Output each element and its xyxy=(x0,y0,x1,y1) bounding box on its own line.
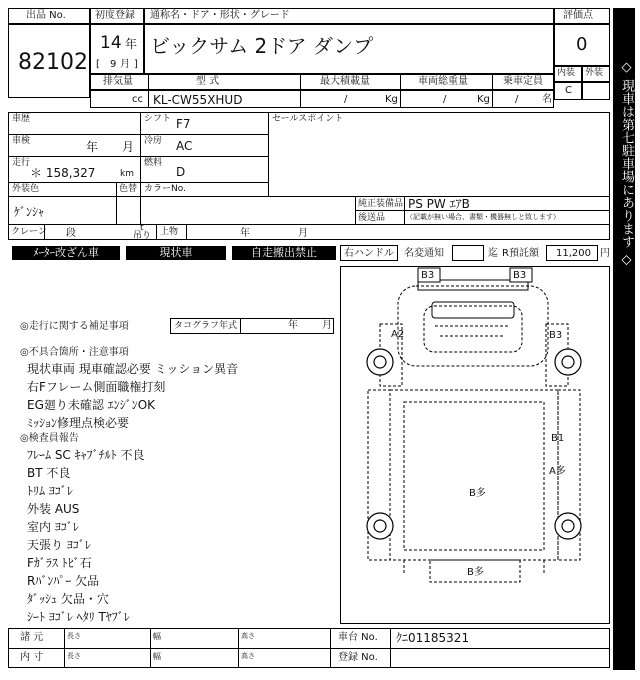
details-divider-equip xyxy=(355,196,356,224)
inspector-line: Rﾊﾞﾝﾊﾟｰ 欠品 xyxy=(27,574,100,588)
crane-ton-unit: t xyxy=(140,223,144,233)
chassis-value: ｸﾆ01185321 xyxy=(396,631,470,645)
gross-weight-value: / xyxy=(443,94,447,105)
inner-dims-label: 内 寸 xyxy=(20,652,44,663)
recycle-deposit-value: 11,200 xyxy=(556,248,591,259)
gross-weight-unit: Kg xyxy=(477,94,490,105)
spec-divider-1 xyxy=(148,74,149,108)
model-header-label: 通称名・ドア・形状・グレード xyxy=(150,10,290,21)
inspector-line: ﾌﾚｰﾑ SC ｷｬﾌﾞﾁﾙﾄ 不良 xyxy=(27,448,145,462)
spec-divider-2 xyxy=(300,74,301,108)
max-load-unit: Kg xyxy=(385,94,398,105)
exterior-grade-box xyxy=(582,82,610,100)
aftermarket-note: （記載が無い場合、書類・機器無しと致します） xyxy=(406,213,560,221)
year-unit: 年 xyxy=(125,37,138,51)
parking-location-text: ◇ 現車は第七駐車場にあります ◇ xyxy=(619,60,634,268)
footer-divider-4 xyxy=(330,628,331,668)
tachograph-year-unit: 年 xyxy=(288,320,298,331)
defects-label: ◎不具合箇所・注意事項 xyxy=(20,347,129,358)
displacement-unit: cc xyxy=(132,94,143,105)
ac-label: 冷房 xyxy=(144,136,163,146)
first-reg-label: 初度登録 xyxy=(95,10,135,21)
footer-divider-5 xyxy=(390,628,391,668)
shift-value: F7 xyxy=(176,117,191,131)
damage-mark: B多 xyxy=(469,488,486,499)
right-handle-label: 右ハンドル xyxy=(344,248,394,259)
damage-mark: A2 xyxy=(391,329,405,340)
details-row-6 xyxy=(8,224,610,225)
damage-mark: A多 xyxy=(549,466,566,477)
fuel-label: 燃料 xyxy=(144,158,163,168)
aftermarket-label: 後送品 xyxy=(358,213,386,223)
damage-mark: B3 xyxy=(513,270,527,281)
driving-note-label: ◎走行に関する補足事項 xyxy=(20,321,129,332)
crane-stage-unit: 段 xyxy=(66,228,76,239)
footer-divider-2 xyxy=(150,628,151,668)
damage-mark: B1 xyxy=(551,433,565,444)
details-divider-color xyxy=(116,182,117,224)
footer-divider-3 xyxy=(238,628,239,668)
details-divider-upper2 xyxy=(186,224,187,240)
width-label: 幅 xyxy=(153,652,161,661)
interior-label: 内装 xyxy=(557,68,576,78)
capacity-value: / xyxy=(515,94,519,105)
details-divider-equip2 xyxy=(404,196,405,224)
length-label: 長さ xyxy=(67,652,81,660)
inspector-line: 外装 AUS xyxy=(27,502,80,516)
details-row-4 xyxy=(8,196,610,197)
interior-grade: C xyxy=(565,85,572,96)
damage-mark: B3 xyxy=(549,330,563,341)
footer-row-divider xyxy=(8,648,610,649)
mileage-label: 走行 xyxy=(12,158,31,168)
shift-label: シフト xyxy=(144,114,172,124)
exterior-color-label: 外装色 xyxy=(12,184,40,194)
details-divider-mid xyxy=(268,112,269,196)
mileage-unit: km xyxy=(120,169,134,179)
model-name: ビックサム 2ドア ダンプ xyxy=(150,34,374,58)
details-divider-left xyxy=(140,112,141,224)
recycle-deposit-label: R預託額 xyxy=(502,248,539,259)
parking-location-banner xyxy=(613,8,635,670)
inspector-line: 天張り ﾖｺﾞﾚ xyxy=(27,538,91,552)
reg-label: 登録 No. xyxy=(338,652,378,663)
equipment-label: 純正装備品 xyxy=(358,199,404,209)
height-label: 高さ xyxy=(241,632,255,640)
lot-number: 82102 xyxy=(18,50,88,75)
fuel-value: D xyxy=(176,165,186,179)
max-load-label: 最大積載量 xyxy=(320,76,370,87)
first-reg-year: 14 xyxy=(100,33,122,53)
damage-mark: B多 xyxy=(467,567,484,578)
height-label: 高さ xyxy=(241,652,255,660)
score-value: 0 xyxy=(576,34,588,55)
month-bracket-close: ] xyxy=(134,59,138,70)
inspection-year-unit: 年 xyxy=(86,140,99,154)
spec-divider-4 xyxy=(492,74,493,108)
details-divider-upper xyxy=(156,224,157,240)
defect-line: EG廻り未確認 ｴﾝｼﾞﾝOK xyxy=(27,398,156,412)
chassis-label: 車台 No. xyxy=(338,632,378,643)
footer-divider-1 xyxy=(64,628,65,668)
model-code: KL-CW55XHUD xyxy=(153,93,243,107)
inspector-line: ｼｰﾄ ﾖｺﾞﾚ ﾍﾀﾘ Tﾔﾌﾞﾚ xyxy=(27,610,130,624)
inspector-line: Fｶﾞﾗｽ ﾄﾋﾞ石 xyxy=(27,556,92,570)
inspector-line: ﾀﾞｯｼｭ 欠品・穴 xyxy=(27,592,109,606)
capacity-label: 乗車定員 xyxy=(503,76,543,87)
upper-year-unit: 年 xyxy=(240,228,250,239)
details-row-2 xyxy=(8,156,268,157)
score-label: 評価点 xyxy=(563,10,593,21)
tachograph-divider xyxy=(240,318,241,334)
self-move-prohibited-badge: 自走搬出禁止 xyxy=(232,246,336,260)
equipment-value: PS PW ｴｱB xyxy=(408,197,470,211)
max-load-value: / xyxy=(344,94,348,105)
ac-value: AC xyxy=(176,139,193,153)
mileage-value: ＊ 158,327 xyxy=(30,166,96,180)
lot-label: 出品 No. xyxy=(26,10,66,21)
name-change-box xyxy=(452,245,484,261)
meter-tamper-badge: ﾒｰﾀｰ改ざん車 xyxy=(12,246,120,260)
inspection-label: 車検 xyxy=(12,136,31,146)
defect-line: 現状車両 現車確認必要 ミッション異音 xyxy=(27,362,239,376)
length-label: 長さ xyxy=(67,632,81,640)
details-row-3 xyxy=(8,182,268,183)
details-row-1 xyxy=(8,134,268,135)
inspector-label: ◎検査員報告 xyxy=(20,433,79,444)
upper-label: 上物 xyxy=(160,227,179,237)
inspector-line: ﾄﾘﾑ ﾖｺﾞﾚ xyxy=(27,484,73,498)
inspector-line: 室内 ﾖｺﾞﾚ xyxy=(27,520,79,534)
defect-line: ﾐｯｼｮﾝ修理点検必要 xyxy=(27,416,130,430)
first-reg-month: 9 xyxy=(110,59,117,70)
model-code-label: 型 式 xyxy=(196,76,220,87)
spec-divider-3 xyxy=(400,74,401,108)
inspection-month-unit: 月 xyxy=(122,140,135,154)
defect-line: 右Fフレーム側面職権打刻 xyxy=(27,380,166,394)
upper-month-unit: 月 xyxy=(298,228,308,239)
name-change-label: 名変通知 xyxy=(404,248,444,259)
crane-label: クレーン xyxy=(11,227,47,237)
exterior-color-value: ｹﾞﾝｼｬ xyxy=(14,205,45,219)
color-no-label: カラーNo. xyxy=(144,184,186,194)
width-label: 幅 xyxy=(153,632,161,641)
recycle-until-label: 迄 xyxy=(488,248,498,259)
crane-hook-label: 吊り xyxy=(133,231,152,241)
gross-weight-label: 車両総重量 xyxy=(418,76,468,87)
recycle-unit: 円 xyxy=(600,248,610,259)
capacity-unit: 名 xyxy=(542,94,552,105)
month-bracket-open: [ xyxy=(96,59,100,70)
tachograph-label: タコグラフ年式 xyxy=(174,321,238,331)
displacement-label: 排気量 xyxy=(103,76,133,87)
inspector-line: BT 不良 xyxy=(27,466,71,480)
color-code-label: 色替 xyxy=(119,184,138,194)
details-row-5 xyxy=(355,210,610,211)
tachograph-month-unit: 月 xyxy=(322,320,332,331)
month-unit: 月 xyxy=(120,59,130,70)
sales-point-label: セールスポイント xyxy=(272,114,344,124)
history-label: 車歴 xyxy=(12,114,31,124)
as-is-badge: 現状車 xyxy=(126,246,226,260)
exterior-label: 外装 xyxy=(585,68,604,78)
damage-mark: B3 xyxy=(421,270,435,281)
dims-label: 諸 元 xyxy=(20,632,44,643)
